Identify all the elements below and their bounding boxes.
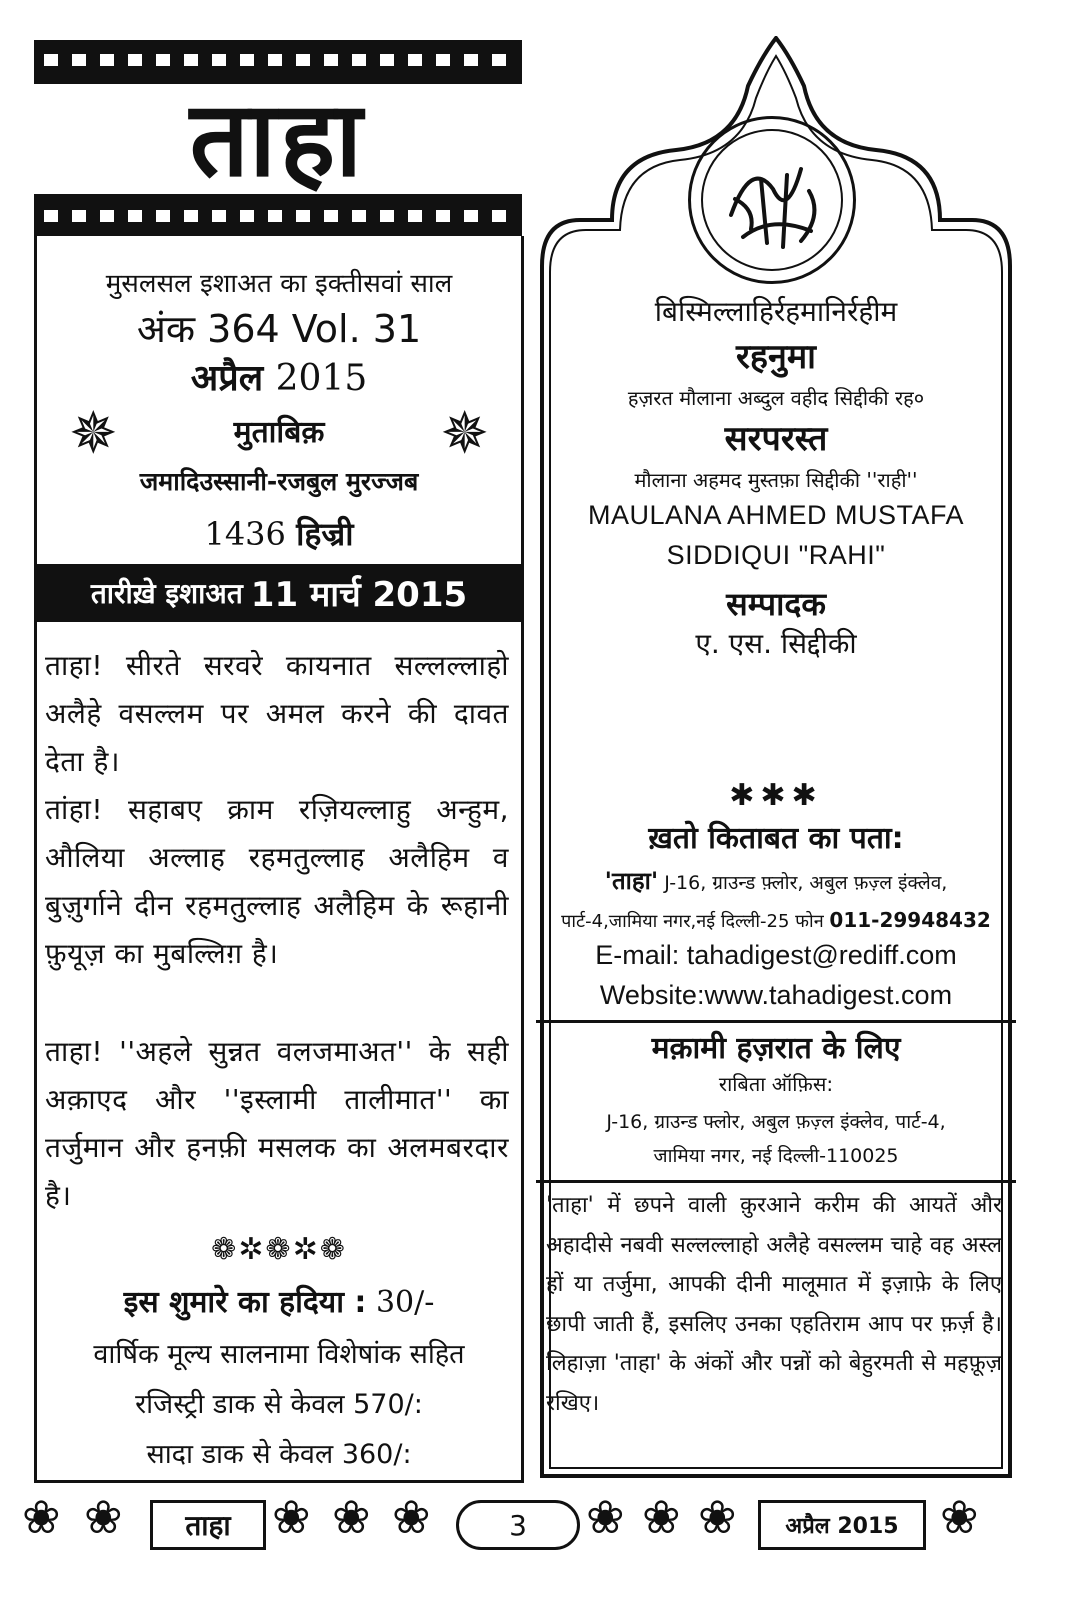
left-column-box xyxy=(34,236,524,1483)
annual-price-line: वार्षिक मूल्य सालनामा विशेषांक सहित xyxy=(93,1339,465,1370)
contact-address-2 xyxy=(536,908,1016,933)
triple-star-icon: ✱✱✱ xyxy=(729,778,823,813)
issue-price-label: इस शुमारे का हदिया : xyxy=(123,1285,367,1320)
about-paragraph-2: तांहा! सहाबए क्राम रज़ियल्लाहु अन्हुम, औलिया अल्लाह रहमतुल्लाह अलैहिम व बुज़ुर्गाने दीन रहमतुल्लाह अलैहिम के रूहानी फ़ुयूज़ का मुबल्लिग़ है। xyxy=(45,793,509,970)
flower-icon: ❀ xyxy=(940,1490,979,1544)
respect-notice: 'ताहा' में छपने वाली क़ुरआने करीम की आयतें और अहादीसे नबवी सल्लल्लाहो अलैहे वसल्लम चाहे वह अस्ल हों या तर्जुमा, आपकी दीनी मालूमात में इज़ाफ़े के लिए छापी जाती हैं, इसलिए उनका एहतिराम आप पर फ़र्ज़ है। लिहाज़ा 'ताहा' के अंकों और पन्नों को बेहुरमती से महफ़ूज़ रखिए। xyxy=(546,1193,1002,1416)
hijri-year: 1436 xyxy=(204,515,286,553)
editor-name: ए. एस. सिद्दीकी xyxy=(695,627,857,660)
patron-name-english-2: SIDDIQUI "RAHI" xyxy=(666,540,886,570)
guide-name: हज़रत मौलाना अब्दुल वहीद सिद्दीकी रह० xyxy=(627,386,925,410)
flower-icon: ❀ xyxy=(586,1490,625,1544)
patron-name-english-1: MAULANA AHMED MUSTAFA xyxy=(587,500,965,530)
about-paragraph-3: ताहा! ''अहले सुन्नत वलजमाअत'' के सही अक़ाएद और ''इस्लामी तालीमात'' का तर्जुमान और हनफ़ी मसलक का अलमबरदार है। xyxy=(45,1035,509,1212)
contact-brand: 'ताहा' xyxy=(604,867,659,895)
publish-date-label: तारीख़े इशाअत xyxy=(90,577,243,610)
flower-icon: ❀ xyxy=(84,1490,123,1544)
flower-icon: ❀ xyxy=(272,1490,311,1544)
registered-post-price: रजिस्ट्री डाक से केवल 570/: xyxy=(135,1389,423,1420)
issue-price-value: 30/- xyxy=(375,1285,435,1320)
flower-icon: ❀ xyxy=(22,1490,61,1544)
hijri-year-line xyxy=(37,512,521,555)
contact-email: E-mail: tahadigest@rediff.com xyxy=(595,940,957,970)
footer-magazine-name: ताहा xyxy=(150,1500,266,1550)
month-year: 2015 xyxy=(275,358,368,399)
section-divider-2 xyxy=(536,1180,1016,1183)
publish-date-bar xyxy=(34,564,524,622)
masthead-title: ताहा xyxy=(189,78,367,200)
masthead-banner xyxy=(34,40,522,236)
flower-icon: ❀ xyxy=(392,1490,431,1544)
local-address-1: J-16, ग्राउन्ड फ्लोर, अबुल फ़ज़्ल इंक्लेव, पार्ट-4, xyxy=(606,1111,946,1133)
simple-post-price: सादा डाक से केवल 360/: xyxy=(146,1439,412,1470)
mutabik-label: मुताबिक़ xyxy=(233,415,325,450)
calligraphy-seal-icon xyxy=(688,116,856,284)
flower-icon: ❀ xyxy=(332,1490,371,1544)
local-title: मक़ामी हज़रात के लिए xyxy=(651,1031,901,1066)
patron-title: सरपरस्त xyxy=(724,419,828,459)
flower-icon: ❀ xyxy=(698,1490,737,1544)
local-address-2: जामिया नगर, नई दिल्ली-110025 xyxy=(653,1145,899,1167)
contact-address-line-2: पार्ट-4,जामिया नगर,नई दिल्ली-25 फोन xyxy=(561,911,824,932)
issue-month xyxy=(37,352,521,401)
month-label: अप्रैल xyxy=(190,358,264,399)
contact-phone: 011-29948432 xyxy=(829,908,991,932)
masthead-title-band xyxy=(34,78,522,200)
contact-address-1 xyxy=(536,864,1016,897)
guide-title: रहनुमा xyxy=(736,337,816,377)
page-footer xyxy=(20,1488,1064,1564)
bismillah-text: बिस्मिल्लाहिर्रहमानिर्रहीम xyxy=(654,295,898,328)
contact-title: ख़तो किताबत का पता: xyxy=(648,821,904,856)
issue-price-line xyxy=(37,1280,521,1321)
footer-page-number: 3 xyxy=(456,1500,580,1550)
flower-icon: ❀ xyxy=(642,1490,681,1544)
publish-date-value: 11 मार्च 2015 xyxy=(250,575,468,615)
issue-number: अंक 364 Vol. 31 xyxy=(136,307,422,351)
patron-name-hindi: मौलाना अहमद मुस्तफ़ा सिद्दीकी ''राही'' xyxy=(634,468,918,492)
about-paragraph-1: ताहा! सीरते सरवरे कायनात सल्लल्लाहो अलैहे वसल्लम पर अमल करने की दावत देता है। xyxy=(45,649,509,778)
star-ornament-right-icon: ✵ xyxy=(440,399,489,467)
star-ornament-left-icon: ✵ xyxy=(69,399,118,467)
contact-website: Website:www.tahadigest.com xyxy=(599,980,953,1010)
footer-issue-date: अप्रैल 2015 xyxy=(758,1500,926,1550)
hijri-label: हिज्री xyxy=(296,515,354,553)
flower-divider-icon: ❁✲❁✲❁ xyxy=(211,1232,347,1267)
section-divider-1 xyxy=(536,1020,1016,1023)
film-perforations-top xyxy=(44,54,512,66)
calligraphy-strokes xyxy=(691,119,853,281)
local-office: राबिता ऑफ़िस: xyxy=(718,1072,834,1096)
islamic-months: जमादिउस्सानी-रजबुल मुरज्जब xyxy=(139,467,419,496)
year-line: मुसलसल इशाअत का इक्तीसवां साल xyxy=(105,269,453,299)
editor-title: सम्पादक xyxy=(726,585,826,623)
right-column-frame xyxy=(536,36,1016,1482)
contact-address-line-1: J-16, ग्राउन्ड फ़्लोर, अबुल फ़ज़्ल इंक्लेव, xyxy=(664,872,948,894)
film-perforations-bottom xyxy=(44,210,512,222)
